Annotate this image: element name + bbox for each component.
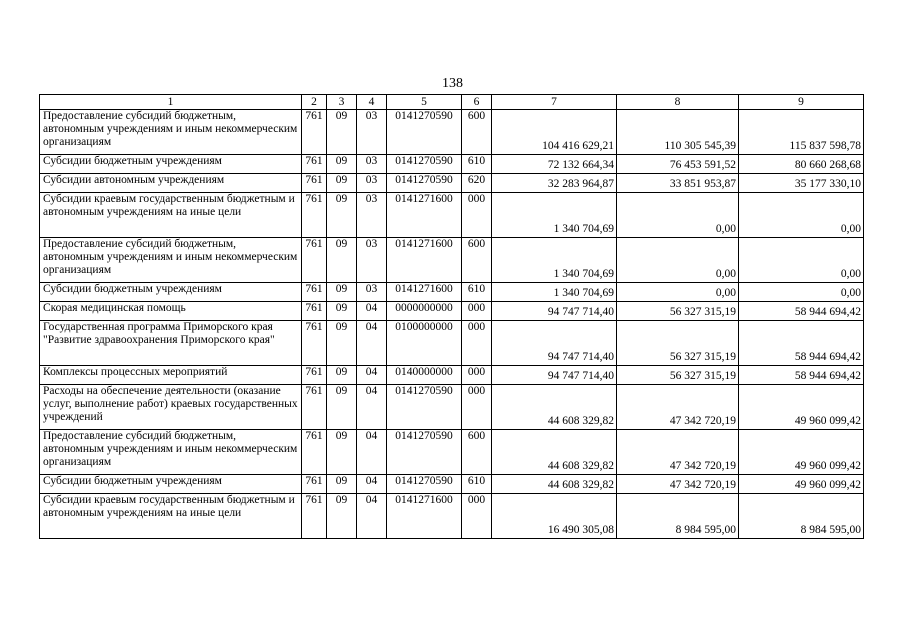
row-name-cell: Комплексы процессных мероприятий xyxy=(40,366,302,385)
code-cell: 610 xyxy=(462,475,492,494)
code-cell: 610 xyxy=(462,283,492,302)
code-cell: 000 xyxy=(462,366,492,385)
header-cell: 3 xyxy=(327,95,357,110)
code-cell: 761 xyxy=(302,110,327,155)
amount-cell: 0,00 xyxy=(739,238,864,283)
row-name-cell: Субсидии бюджетным учреждениям xyxy=(40,155,302,174)
code-cell: 0141271600 xyxy=(387,494,462,539)
code-cell: 0141271600 xyxy=(387,238,462,283)
table-row xyxy=(40,475,864,494)
amount-cell: 1 340 704,69 xyxy=(492,238,617,283)
amount-cell: 47 342 720,19 xyxy=(617,430,739,475)
code-cell: 761 xyxy=(302,174,327,193)
amount-cell: 56 327 315,19 xyxy=(617,302,739,321)
code-cell: 620 xyxy=(462,174,492,193)
amount-cell: 1 340 704,69 xyxy=(492,283,617,302)
amount-cell: 110 305 545,39 xyxy=(617,110,739,155)
table-row xyxy=(40,430,864,475)
amount-cell: 16 490 305,08 xyxy=(492,494,617,539)
code-cell: 09 xyxy=(327,110,357,155)
amount-cell: 47 342 720,19 xyxy=(617,475,739,494)
code-cell: 09 xyxy=(327,494,357,539)
amount-cell: 115 837 598,78 xyxy=(739,110,864,155)
amount-cell: 72 132 664,34 xyxy=(492,155,617,174)
code-cell: 761 xyxy=(302,283,327,302)
table-row xyxy=(40,193,864,238)
amount-cell: 47 342 720,19 xyxy=(617,385,739,430)
code-cell: 04 xyxy=(357,430,387,475)
code-cell: 04 xyxy=(357,321,387,366)
row-name-cell: Предоставление субсидий бюджетным, автономным учреждениям и иным некоммерческим организациям xyxy=(40,110,302,155)
header-row xyxy=(40,95,864,110)
code-cell: 000 xyxy=(462,193,492,238)
table-row xyxy=(40,366,864,385)
code-cell: 09 xyxy=(327,475,357,494)
code-cell: 600 xyxy=(462,430,492,475)
code-cell: 761 xyxy=(302,385,327,430)
row-name-cell: Предоставление субсидий бюджетным, автономным учреждениям и иным некоммерческим организациям xyxy=(40,238,302,283)
header-cell: 7 xyxy=(492,95,617,110)
code-cell: 09 xyxy=(327,366,357,385)
row-name-cell: Субсидии бюджетным учреждениям xyxy=(40,475,302,494)
row-name-cell: Скорая медицинская помощь xyxy=(40,302,302,321)
code-cell: 03 xyxy=(357,238,387,283)
code-cell: 09 xyxy=(327,321,357,366)
amount-cell: 44 608 329,82 xyxy=(492,385,617,430)
header-cell: 8 xyxy=(617,95,739,110)
code-cell: 04 xyxy=(357,385,387,430)
amount-cell: 0,00 xyxy=(617,238,739,283)
code-cell: 03 xyxy=(357,193,387,238)
code-cell: 0141270590 xyxy=(387,385,462,430)
amount-cell: 58 944 694,42 xyxy=(739,321,864,366)
amount-cell: 49 960 099,42 xyxy=(739,385,864,430)
amount-cell: 0,00 xyxy=(739,283,864,302)
code-cell: 0141270590 xyxy=(387,155,462,174)
table-row xyxy=(40,174,864,193)
amount-cell: 49 960 099,42 xyxy=(739,475,864,494)
code-cell: 761 xyxy=(302,475,327,494)
code-cell: 0141270590 xyxy=(387,174,462,193)
header-cell: 6 xyxy=(462,95,492,110)
amount-cell: 58 944 694,42 xyxy=(739,302,864,321)
table-row xyxy=(40,385,864,430)
code-cell: 0140000000 xyxy=(387,366,462,385)
code-cell: 09 xyxy=(327,283,357,302)
code-cell: 0141270590 xyxy=(387,475,462,494)
row-name-cell: Субсидии автономным учреждениям xyxy=(40,174,302,193)
amount-cell: 35 177 330,10 xyxy=(739,174,864,193)
code-cell: 0141271600 xyxy=(387,283,462,302)
code-cell: 761 xyxy=(302,302,327,321)
header-cell: 1 xyxy=(40,95,302,110)
budget-table xyxy=(39,94,864,539)
code-cell: 761 xyxy=(302,155,327,174)
code-cell: 610 xyxy=(462,155,492,174)
code-cell: 04 xyxy=(357,494,387,539)
code-cell: 04 xyxy=(357,475,387,494)
row-name-cell: Субсидии бюджетным учреждениям xyxy=(40,283,302,302)
amount-cell: 56 327 315,19 xyxy=(617,321,739,366)
amount-cell: 56 327 315,19 xyxy=(617,366,739,385)
row-name-cell: Субсидии краевым государственным бюджетным и автономным учреждениям на иные цели xyxy=(40,494,302,539)
amount-cell: 33 851 953,87 xyxy=(617,174,739,193)
header-cell: 9 xyxy=(739,95,864,110)
table-row xyxy=(40,110,864,155)
amount-cell: 0,00 xyxy=(617,283,739,302)
amount-cell: 8 984 595,00 xyxy=(617,494,739,539)
code-cell: 000 xyxy=(462,385,492,430)
amount-cell: 58 944 694,42 xyxy=(739,366,864,385)
code-cell: 761 xyxy=(302,494,327,539)
code-cell: 761 xyxy=(302,366,327,385)
header-cell: 2 xyxy=(302,95,327,110)
code-cell: 0141271600 xyxy=(387,193,462,238)
row-name-cell: Предоставление субсидий бюджетным, автономным учреждениям и иным некоммерческим организациям xyxy=(40,430,302,475)
code-cell: 09 xyxy=(327,430,357,475)
row-name-cell: Государственная программа Приморского края "Развитие здравоохранения Приморского края" xyxy=(40,321,302,366)
row-name-cell: Субсидии краевым государственным бюджетным и автономным учреждениям на иные цели xyxy=(40,193,302,238)
code-cell: 000 xyxy=(462,494,492,539)
code-cell: 09 xyxy=(327,193,357,238)
code-cell: 03 xyxy=(357,174,387,193)
amount-cell: 44 608 329,82 xyxy=(492,430,617,475)
table-row xyxy=(40,302,864,321)
code-cell: 03 xyxy=(357,283,387,302)
table-row xyxy=(40,494,864,539)
amount-cell: 1 340 704,69 xyxy=(492,193,617,238)
code-cell: 09 xyxy=(327,155,357,174)
code-cell: 04 xyxy=(357,302,387,321)
amount-cell: 8 984 595,00 xyxy=(739,494,864,539)
header-cell: 5 xyxy=(387,95,462,110)
code-cell: 0100000000 xyxy=(387,321,462,366)
code-cell: 04 xyxy=(357,366,387,385)
amount-cell: 80 660 268,68 xyxy=(739,155,864,174)
amount-cell: 104 416 629,21 xyxy=(492,110,617,155)
amount-cell: 0,00 xyxy=(617,193,739,238)
code-cell: 09 xyxy=(327,385,357,430)
amount-cell: 94 747 714,40 xyxy=(492,366,617,385)
amount-cell: 0,00 xyxy=(739,193,864,238)
code-cell: 761 xyxy=(302,238,327,283)
code-cell: 600 xyxy=(462,238,492,283)
amount-cell: 94 747 714,40 xyxy=(492,302,617,321)
code-cell: 03 xyxy=(357,110,387,155)
amount-cell: 32 283 964,87 xyxy=(492,174,617,193)
amount-cell: 44 608 329,82 xyxy=(492,475,617,494)
code-cell: 600 xyxy=(462,110,492,155)
code-cell: 761 xyxy=(302,321,327,366)
code-cell: 000 xyxy=(462,302,492,321)
table-row xyxy=(40,321,864,366)
amount-cell: 49 960 099,42 xyxy=(739,430,864,475)
code-cell: 09 xyxy=(327,302,357,321)
table-row xyxy=(40,283,864,302)
code-cell: 761 xyxy=(302,430,327,475)
header-cell: 4 xyxy=(357,95,387,110)
code-cell: 0141270590 xyxy=(387,430,462,475)
amount-cell: 76 453 591,52 xyxy=(617,155,739,174)
code-cell: 09 xyxy=(327,174,357,193)
amount-cell: 94 747 714,40 xyxy=(492,321,617,366)
code-cell: 09 xyxy=(327,238,357,283)
page-number: 138 xyxy=(442,76,463,91)
code-cell: 0000000000 xyxy=(387,302,462,321)
table-row xyxy=(40,155,864,174)
row-name-cell: Расходы на обеспечение деятельности (оказание услуг, выполнение работ) краевых государственных учреждений xyxy=(40,385,302,430)
table-row xyxy=(40,238,864,283)
code-cell: 03 xyxy=(357,155,387,174)
code-cell: 0141270590 xyxy=(387,110,462,155)
code-cell: 000 xyxy=(462,321,492,366)
code-cell: 761 xyxy=(302,193,327,238)
